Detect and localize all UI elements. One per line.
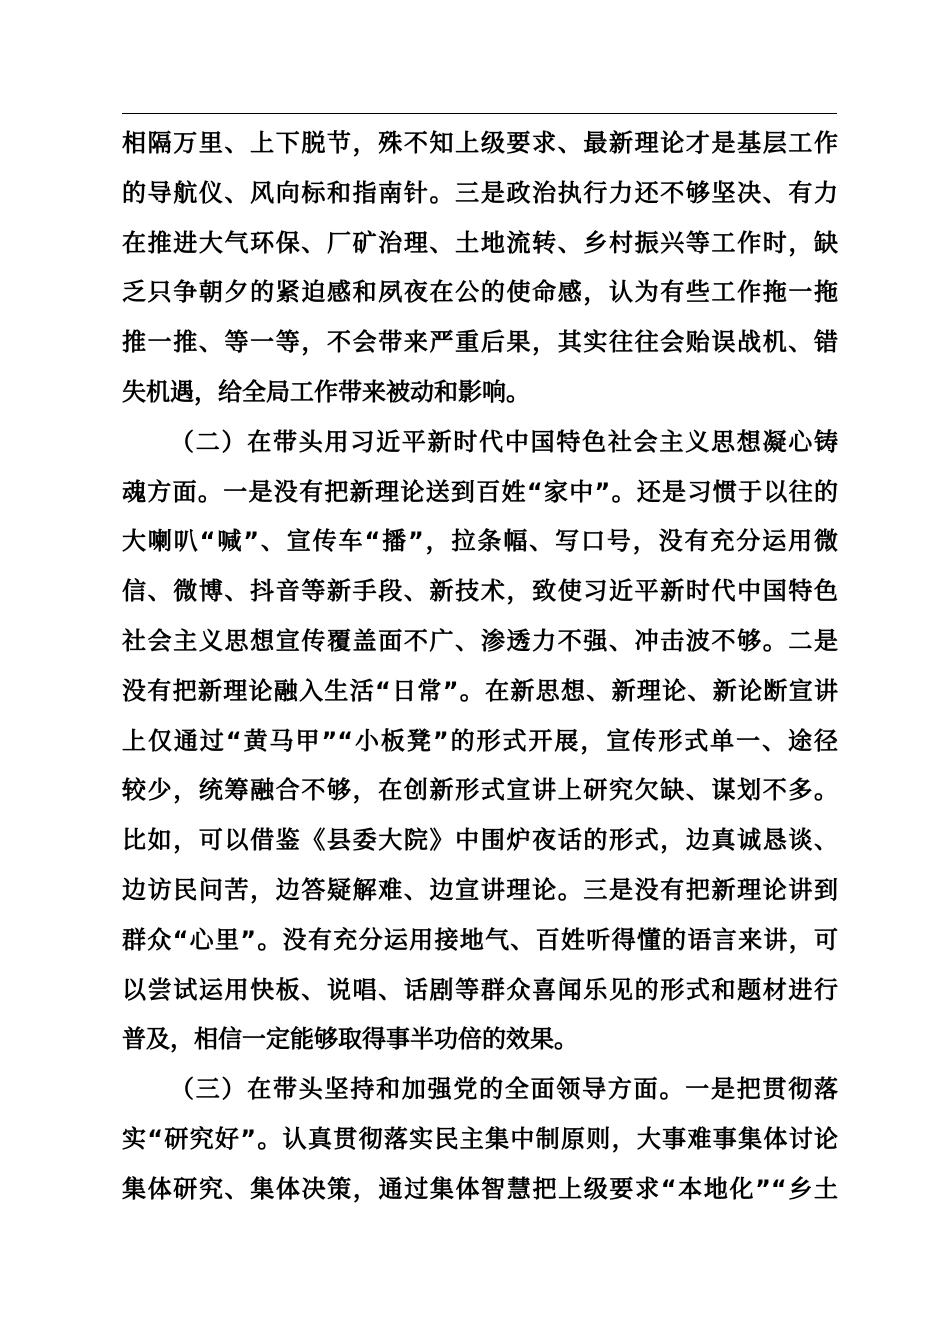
text-line: 社会主义思想宣传覆盖面不广、渗透力不强、冲击波不够。二是 — [122, 626, 838, 655]
text-line: 相隔万里、上下脱节，殊不知上级要求、最新理论才是基层工作 — [122, 129, 838, 157]
section-heading-line: （二）在带头用习近平新时代中国特色社会主义思想凝心铸 — [170, 427, 838, 456]
text-line: 失机遇，给全局工作带来被动和影响。 — [122, 377, 530, 406]
text-line: 在推进大气环保、厂矿治理、土地流转、乡村振兴等工作时，缺 — [122, 228, 838, 257]
text-line: 比如，可以借鉴《县委大院》中围炉夜话的形式，边真诚恳谈、 — [122, 826, 838, 855]
text-line: 实“研究好”。认真贯彻落实民主集中制原则，大事难事集体讨论 — [122, 1124, 838, 1153]
section-heading-line: （三）在带头坚持和加强党的全面领导方面。一是把贯彻落 — [170, 1075, 838, 1104]
text-line: 没有把新理论融入生活“日常”。在新思想、新理论、新论断宣讲 — [122, 676, 838, 705]
text-line: 群众“心里”。没有充分运用接地气、百姓听得懂的语言来讲，可 — [122, 925, 838, 954]
text-line: 上仅通过“黄马甲”“小板凳”的形式开展，宣传形式单一、途径 — [122, 726, 838, 755]
text-line: 集体研究、集体决策，通过集体智慧把上级要求“本地化”“乡土 — [122, 1174, 838, 1203]
text-line: 以尝试运用快板、说唱、话剧等群众喜闻乐见的形式和题材进行 — [122, 975, 838, 1004]
text-line: 大喇叭“喊”、宣传车“播”，拉条幅、写口号，没有充分运用微 — [122, 527, 838, 556]
text-line: 乏只争朝夕的紧迫感和夙夜在公的使命感，认为有些工作拖一拖 — [122, 278, 838, 307]
body-text — [122, 119, 838, 1215]
text-line: 的导航仪、风向标和指南针。三是政治执行力还不够坚决、有力 — [122, 178, 838, 207]
text-line: 边访民问苦，边答疑解难、边宣讲理论。三是没有把新理论讲到 — [122, 875, 838, 904]
header-rule — [122, 113, 837, 114]
text-line: 信、微博、抖音等新手段、新技术，致使习近平新时代中国特色 — [122, 577, 838, 606]
text-line: 推一推、等一等，不会带来严重后果，其实往往会贻误战机、错 — [122, 328, 838, 357]
text-line: 普及，相信一定能够取得事半功倍的效果。 — [122, 1025, 578, 1054]
text-line: 较少，统筹融合不够，在创新形式宣讲上研究欠缺、谋划不多。 — [122, 776, 838, 805]
text-line: 魂方面。一是没有把新理论送到百姓“家中”。还是习惯于以往的 — [122, 477, 838, 506]
